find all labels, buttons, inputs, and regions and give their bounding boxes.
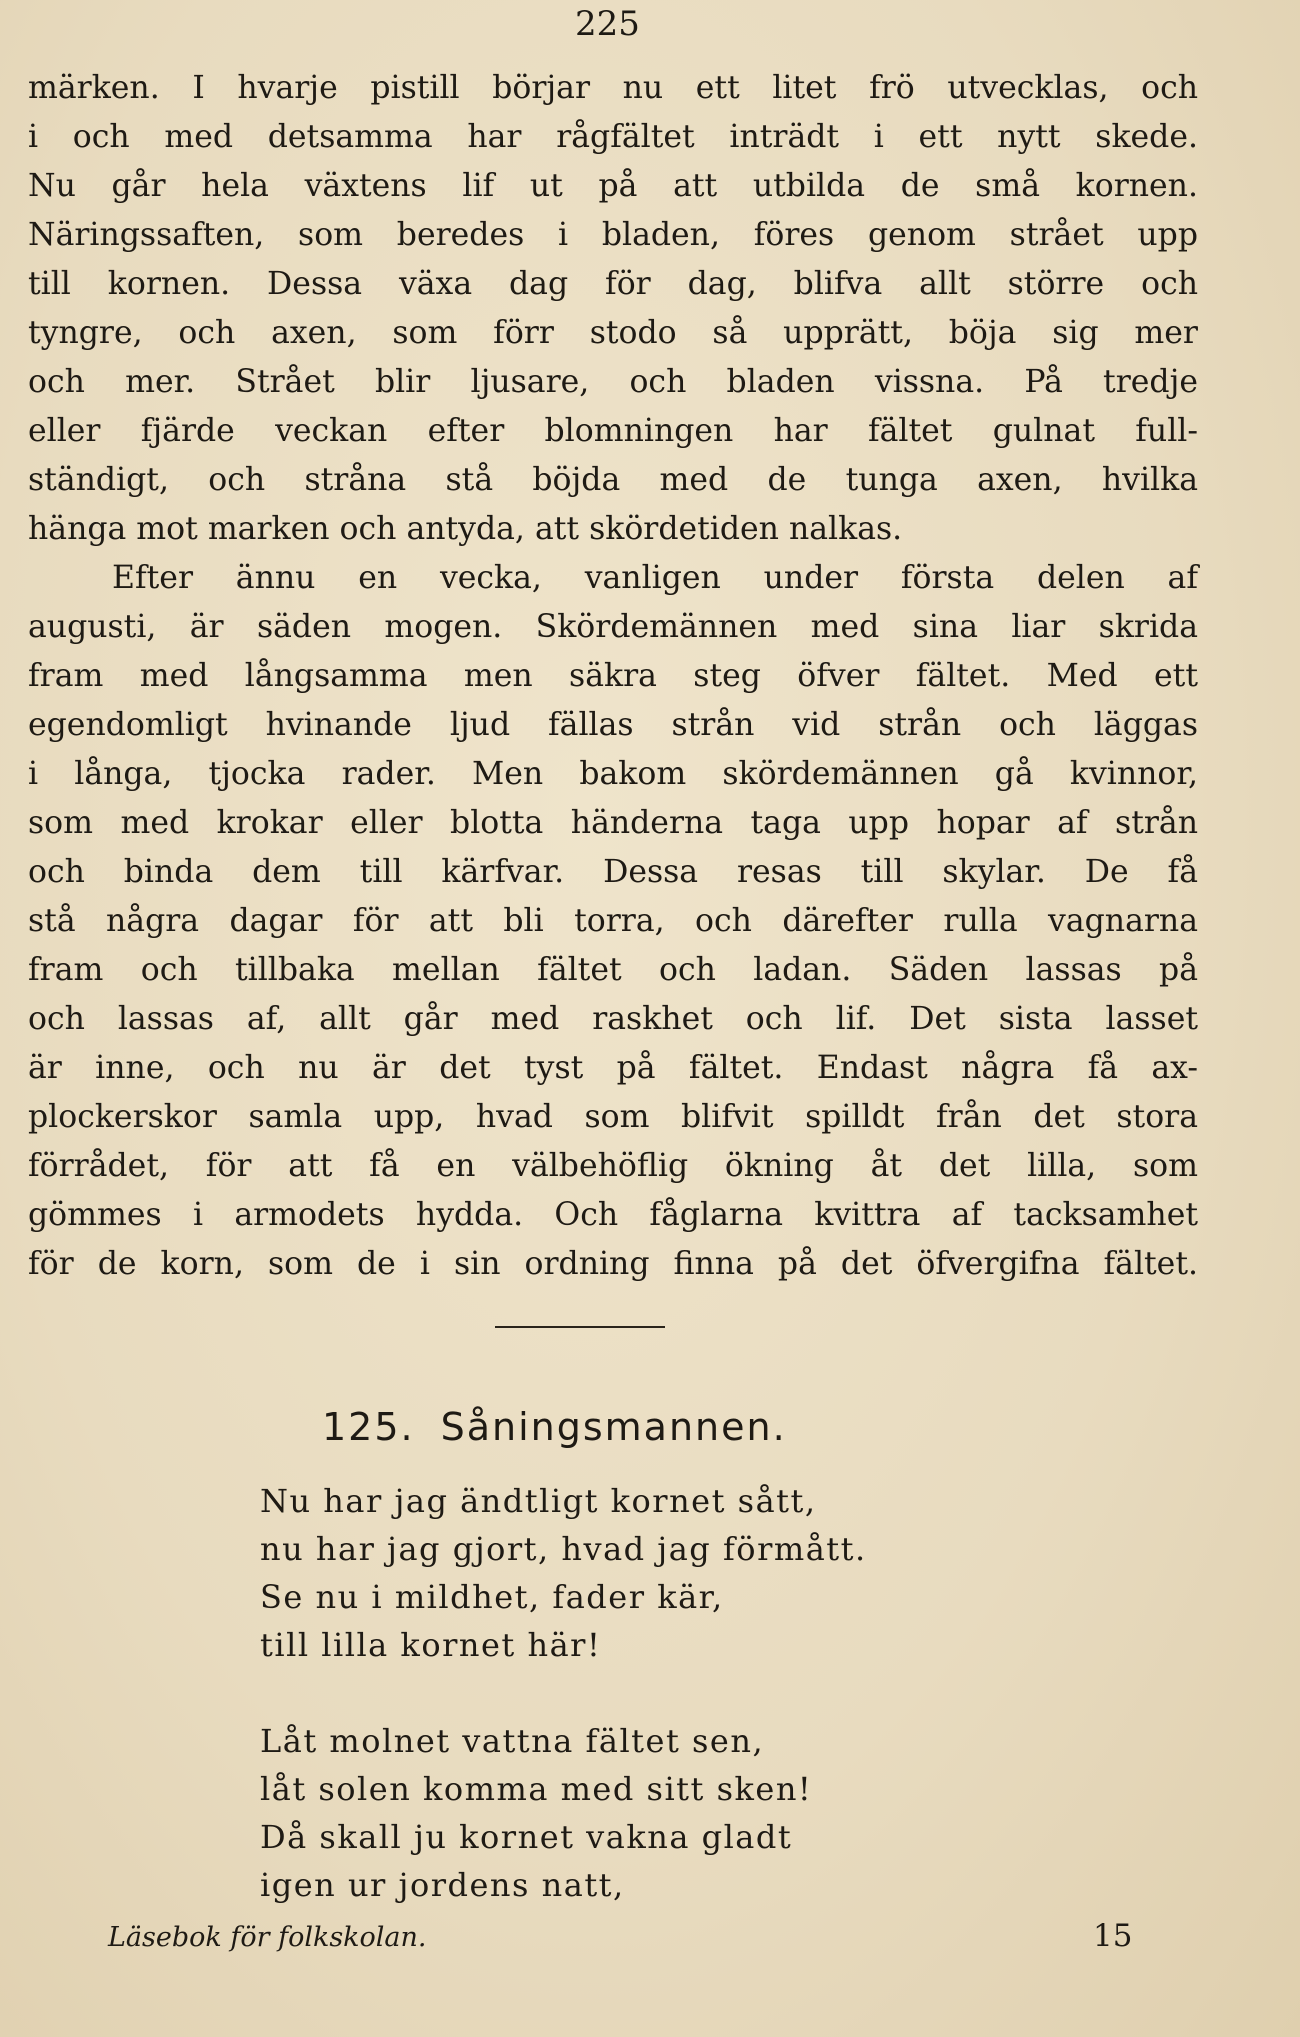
prose-line: och lassas af, allt går med raskhet och lif. Det sista lasset: [28, 1001, 1198, 1037]
poem-number: 125.: [322, 1405, 415, 1449]
page-number: 225: [575, 4, 640, 44]
prose-line: Nu går hela växtens lif ut på att utbilda de små kornen.: [28, 168, 1198, 204]
section-divider: [495, 1326, 665, 1328]
poem-line: Då skall ju kornet vakna gladt: [260, 1818, 793, 1856]
prose-line: till kornen. Dessa växa dag för dag, blifva allt större och: [28, 266, 1198, 302]
poem-line: Se nu i mildhet, fader kär,: [260, 1578, 724, 1616]
prose-line: för de korn, som de i sin ordning finna på det öfvergifna fältet.: [28, 1246, 1198, 1282]
prose-line: Efter ännu en vecka, vanligen under första delen af: [112, 560, 1198, 596]
prose-text: [28, 64, 1198, 1289]
prose-line: är inne, och nu är det tyst på fältet. Endast några få ax-: [28, 1050, 1198, 1086]
poem-heading: [322, 1402, 787, 1452]
poem-body: [260, 1477, 867, 1957]
prose-line: tyngre, och axen, som förr stodo så upprätt, böja sig mer: [28, 315, 1198, 351]
poem-stanza: [260, 1717, 867, 1909]
prose-line: plockerskor samla upp, hvad som blifvit spilldt från det stora: [28, 1099, 1198, 1135]
prose-line: Näringssaften, som beredes i bladen, föres genom strået upp: [28, 217, 1198, 253]
prose-line: märken. I hvarje pistill börjar nu ett litet frö utvecklas, och: [28, 70, 1198, 106]
poem-line: Nu har jag ändtligt kornet sått,: [260, 1482, 817, 1520]
poem-line: låt solen komma med sitt sken!: [260, 1770, 813, 1808]
prose-line: egendomligt hvinande ljud fällas strån vid strån och läggas: [28, 707, 1198, 743]
prose-line: gömmes i armodets hydda. Och fåglarna kvittra af tacksamhet: [28, 1197, 1198, 1233]
prose-line: augusti, är säden mogen. Skördemännen med sina liar skrida: [28, 609, 1198, 645]
prose-line: i och med detsamma har rågfältet inträdt i ett nytt skede.: [28, 119, 1198, 155]
prose-line: fram med långsamma men säkra steg öfver fältet. Med ett: [28, 658, 1198, 694]
poem-line: igen ur jordens natt,: [260, 1866, 625, 1904]
prose-line: i långa, tjocka rader. Men bakom skördemännen gå kvinnor,: [28, 756, 1198, 792]
footer-book-title: Läsebok för folkskolan.: [108, 1922, 427, 1953]
poem-line: Låt molnet vattna fältet sen,: [260, 1722, 765, 1760]
prose-line: och binda dem till kärfvar. Dessa resas till skylar. De få: [28, 854, 1198, 890]
poem-line: nu har jag gjort, hvad jag förmått.: [260, 1530, 867, 1568]
prose-line: hänga mot marken och antyda, att skördetiden nalkas.: [28, 511, 903, 547]
prose-line: eller fjärde veckan efter blomningen har fältet gulnat full-: [28, 413, 1198, 449]
prose-line: fram och tillbaka mellan fältet och ladan. Säden lassas på: [28, 952, 1198, 988]
poem-title: Såningsmannen.: [440, 1405, 787, 1449]
prose-line: stå några dagar för att bli torra, och därefter rulla vagnarna: [28, 903, 1198, 939]
prose-line: ständigt, och stråna stå böjda med de tunga axen, hvilka: [28, 462, 1198, 498]
poem-line: till lilla kornet här!: [260, 1626, 602, 1664]
prose-line: och mer. Strået blir ljusare, och bladen vissna. På tredje: [28, 364, 1198, 400]
prose-line: förrådet, för att få en välbehöflig ökning åt det lilla, som: [28, 1148, 1198, 1184]
poem-stanza: [260, 1477, 867, 1669]
prose-line: som med krokar eller blotta händerna taga upp hopar af strån: [28, 805, 1198, 841]
footer-signature-number: 15: [1093, 1918, 1133, 1954]
